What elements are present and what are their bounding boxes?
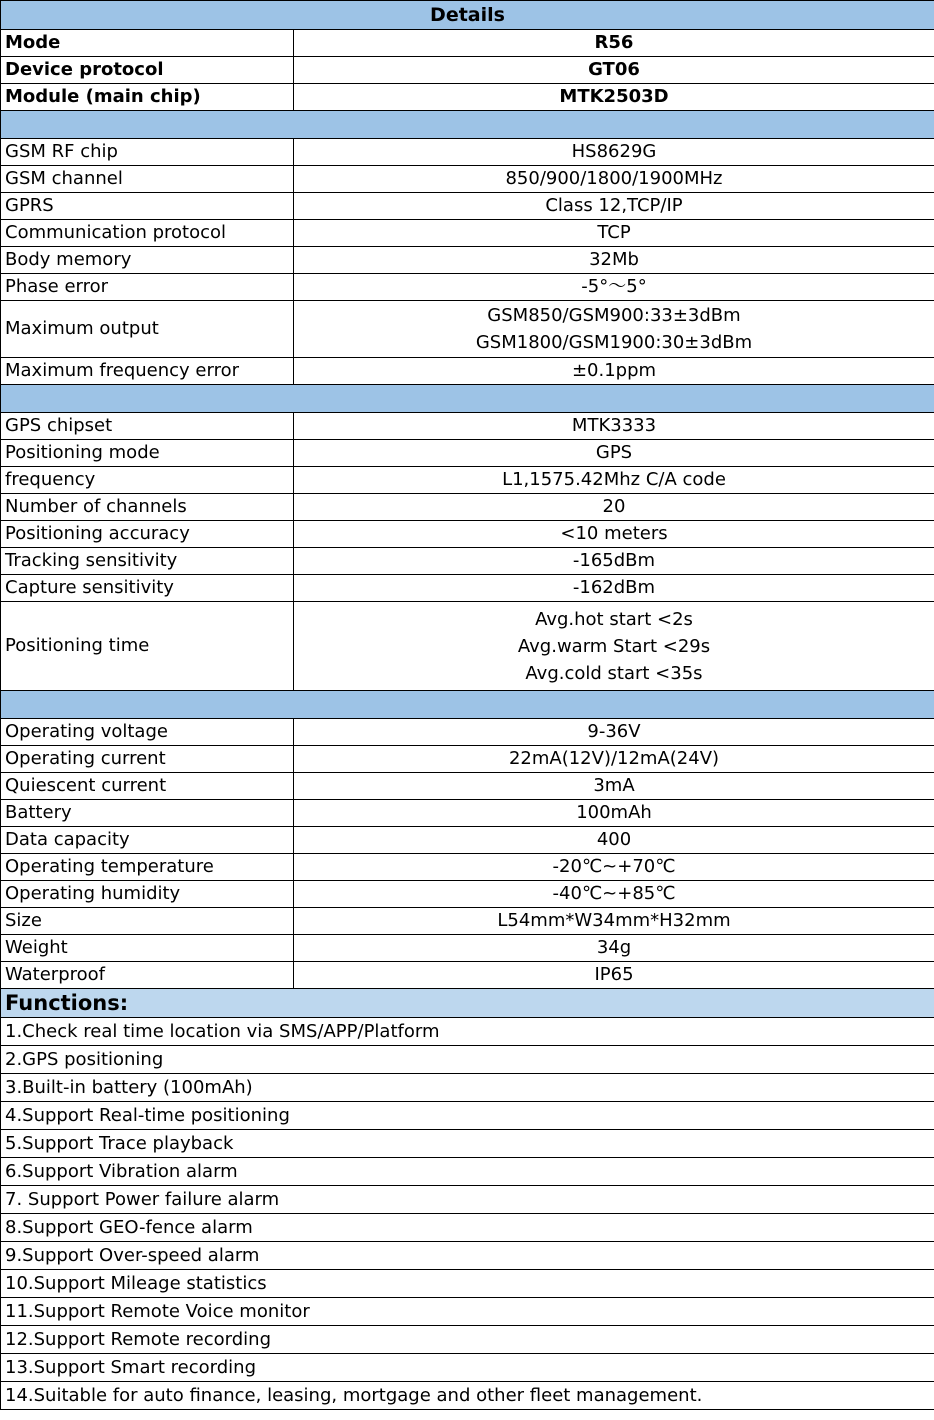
function-item: 1.Check real time location via SMS/APP/Platform bbox=[1, 1018, 934, 1046]
table-row bbox=[1, 139, 934, 166]
section-divider-power bbox=[1, 691, 934, 719]
spec-label: Positioning time bbox=[1, 602, 294, 691]
table-row bbox=[1, 746, 934, 773]
function-item: 5.Support Trace playback bbox=[1, 1130, 934, 1158]
table-row bbox=[1, 548, 934, 575]
spec-value: ±0.1ppm bbox=[294, 358, 934, 385]
spec-value-line: Avg.warm Start <29s bbox=[517, 635, 711, 657]
function-item: 4.Support Real-time positioning bbox=[1, 1102, 934, 1130]
list-item bbox=[1, 1242, 934, 1270]
spec-value: -5°～5° bbox=[294, 274, 934, 301]
spec-value: -40℃~+85℃ bbox=[294, 881, 934, 908]
spec-label: Module (main chip) bbox=[1, 84, 294, 111]
table-row bbox=[1, 935, 934, 962]
table-row bbox=[1, 274, 934, 301]
list-item bbox=[1, 1046, 934, 1074]
function-item: 10.Support Mileage statistics bbox=[1, 1270, 934, 1298]
table-row bbox=[1, 247, 934, 274]
spec-value-line: GSM850/GSM900:33±3dBm bbox=[487, 305, 741, 326]
function-item: 3.Built-in battery (100mAh) bbox=[1, 1074, 934, 1102]
function-item: 14.Suitable for auto finance, leasing, mortgage and other fleet management. bbox=[1, 1382, 934, 1410]
table-row bbox=[1, 494, 934, 521]
spec-label: Communication protocol bbox=[1, 220, 294, 247]
list-item bbox=[1, 1382, 934, 1410]
spec-label: Tracking sensitivity bbox=[1, 548, 294, 575]
spec-value: 20 bbox=[294, 494, 934, 521]
spec-label: Device protocol bbox=[1, 57, 294, 84]
spec-label: GSM channel bbox=[1, 166, 294, 193]
spec-value bbox=[294, 301, 934, 358]
table-row bbox=[1, 521, 934, 548]
list-item bbox=[1, 1270, 934, 1298]
spec-label: Waterproof bbox=[1, 962, 294, 989]
spec-label: Operating voltage bbox=[1, 719, 294, 746]
spec-value: -20℃~+70℃ bbox=[294, 854, 934, 881]
spec-value: HS8629G bbox=[294, 139, 934, 166]
function-item: 2.GPS positioning bbox=[1, 1046, 934, 1074]
spec-label: frequency bbox=[1, 467, 294, 494]
table-row bbox=[1, 30, 934, 57]
spec-label: Operating humidity bbox=[1, 881, 294, 908]
spec-label: Mode bbox=[1, 30, 294, 57]
table-row bbox=[1, 301, 934, 358]
spec-value-line: Avg.cold start <35s bbox=[525, 662, 703, 684]
table-row bbox=[1, 881, 934, 908]
table-row bbox=[1, 719, 934, 746]
spec-value: 32Mb bbox=[294, 247, 934, 274]
spec-value: 9-36V bbox=[294, 719, 934, 746]
spec-value: GT06 bbox=[294, 57, 934, 84]
list-item bbox=[1, 1074, 934, 1102]
spec-label: Number of channels bbox=[1, 494, 294, 521]
table-row bbox=[1, 57, 934, 84]
spec-label: Positioning mode bbox=[1, 440, 294, 467]
details-header: Details bbox=[1, 1, 934, 30]
table-row bbox=[1, 575, 934, 602]
list-item bbox=[1, 1214, 934, 1242]
spec-value: MTK3333 bbox=[294, 413, 934, 440]
spec-label: GPRS bbox=[1, 193, 294, 220]
list-item bbox=[1, 1186, 934, 1214]
table-row bbox=[1, 773, 934, 800]
table-row bbox=[1, 193, 934, 220]
table-row bbox=[1, 908, 934, 935]
functions-title: Functions: bbox=[1, 989, 934, 1018]
spec-label: Data capacity bbox=[1, 827, 294, 854]
spec-value-line: Avg.hot start <2s bbox=[535, 608, 693, 630]
section-divider-gsm bbox=[1, 111, 934, 139]
spec-label: Operating temperature bbox=[1, 854, 294, 881]
function-item: 6.Support Vibration alarm bbox=[1, 1158, 934, 1186]
spec-label: Size bbox=[1, 908, 294, 935]
spec-label: Maximum frequency error bbox=[1, 358, 294, 385]
spec-label: Battery bbox=[1, 800, 294, 827]
table-row bbox=[1, 854, 934, 881]
spec-label: GSM RF chip bbox=[1, 139, 294, 166]
function-item: 8.Support GEO-fence alarm bbox=[1, 1214, 934, 1242]
spec-label: GPS chipset bbox=[1, 413, 294, 440]
list-item bbox=[1, 1326, 934, 1354]
table-row bbox=[1, 220, 934, 247]
spec-value-line: GSM1800/GSM1900:30±3dBm bbox=[475, 332, 753, 353]
section-divider-gps bbox=[1, 385, 934, 413]
spec-value: 3mA bbox=[294, 773, 934, 800]
spec-label: Quiescent current bbox=[1, 773, 294, 800]
list-item bbox=[1, 1354, 934, 1382]
spec-value: MTK2503D bbox=[294, 84, 934, 111]
spec-value: L1,1575.42Mhz C/A code bbox=[294, 467, 934, 494]
function-item: 9.Support Over-speed alarm bbox=[1, 1242, 934, 1270]
spec-value: <10 meters bbox=[294, 521, 934, 548]
spec-value: Class 12,TCP/IP bbox=[294, 193, 934, 220]
spec-value: R56 bbox=[294, 30, 934, 57]
table-row bbox=[1, 467, 934, 494]
spec-label: Operating current bbox=[1, 746, 294, 773]
spec-value: IP65 bbox=[294, 962, 934, 989]
table-row bbox=[1, 827, 934, 854]
spec-label: Phase error bbox=[1, 274, 294, 301]
spec-label: Maximum output bbox=[1, 301, 294, 358]
spec-label: Body memory bbox=[1, 247, 294, 274]
spec-value: 34g bbox=[294, 935, 934, 962]
function-item: 13.Support Smart recording bbox=[1, 1354, 934, 1382]
table-row bbox=[1, 84, 934, 111]
spec-label: Positioning accuracy bbox=[1, 521, 294, 548]
function-item: 12.Support Remote recording bbox=[1, 1326, 934, 1354]
spec-value: 22mA(12V)/12mA(24V) bbox=[294, 746, 934, 773]
spec-value: L54mm*W34mm*H32mm bbox=[294, 908, 934, 935]
table-row bbox=[1, 602, 934, 691]
table-row bbox=[1, 440, 934, 467]
table-row bbox=[1, 166, 934, 193]
list-item bbox=[1, 1298, 934, 1326]
function-item: 7. Support Power failure alarm bbox=[1, 1186, 934, 1214]
spec-value: TCP bbox=[294, 220, 934, 247]
table-row bbox=[1, 413, 934, 440]
table-row bbox=[1, 800, 934, 827]
list-item bbox=[1, 1102, 934, 1130]
spec-value: -165dBm bbox=[294, 548, 934, 575]
spec-value bbox=[294, 602, 934, 691]
table-row bbox=[1, 358, 934, 385]
spec-label: Capture sensitivity bbox=[1, 575, 294, 602]
list-item bbox=[1, 1130, 934, 1158]
list-item bbox=[1, 1158, 934, 1186]
spec-value: 400 bbox=[294, 827, 934, 854]
table-row bbox=[1, 962, 934, 989]
spec-value: -162dBm bbox=[294, 575, 934, 602]
spec-label: Weight bbox=[1, 935, 294, 962]
spec-value: 100mAh bbox=[294, 800, 934, 827]
spec-value: GPS bbox=[294, 440, 934, 467]
spec-value: 850/900/1800/1900MHz bbox=[294, 166, 934, 193]
list-item bbox=[1, 1018, 934, 1046]
function-item: 11.Support Remote Voice monitor bbox=[1, 1298, 934, 1326]
